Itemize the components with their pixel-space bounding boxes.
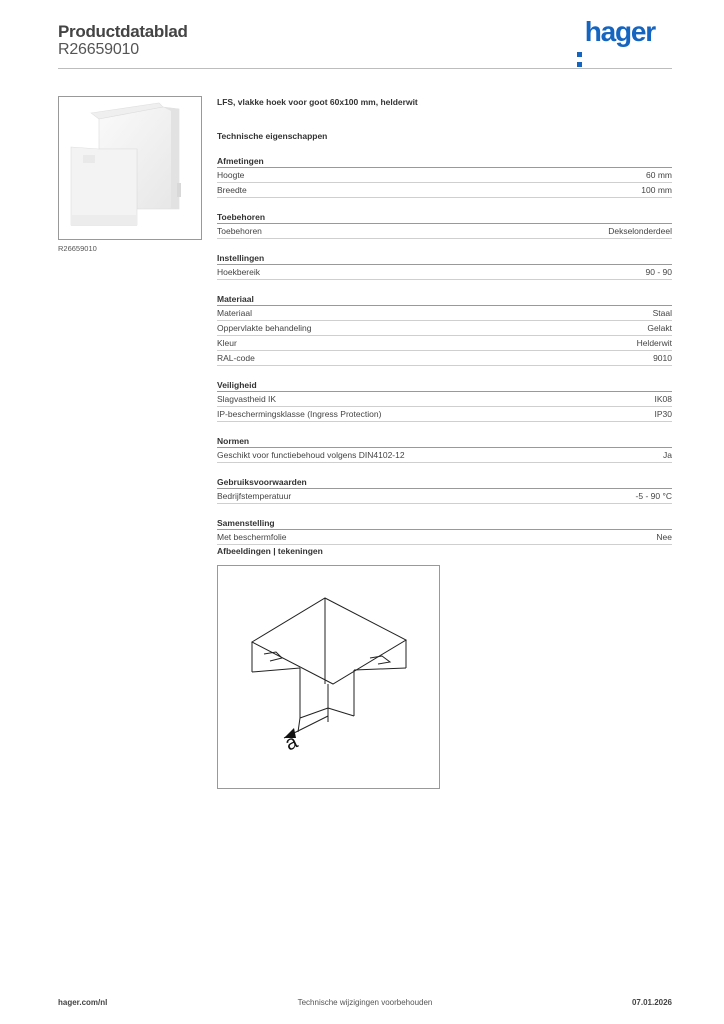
product-photo — [58, 96, 202, 240]
page-header — [58, 16, 672, 69]
logo-text: hager — [584, 16, 655, 47]
section-title: Materiaal — [217, 293, 672, 306]
spec-row — [217, 530, 672, 545]
spec-label: Toebehoren — [217, 226, 262, 236]
spec-row — [217, 351, 672, 366]
corner-drawing-icon — [218, 566, 439, 788]
spec-row — [217, 392, 672, 407]
spec-row — [217, 224, 672, 239]
product-reference: R26659010 — [58, 41, 139, 58]
spec-label: Met beschermfolie — [217, 532, 287, 542]
section-instellingen — [217, 252, 672, 280]
photo-caption: R26659010 — [58, 244, 97, 253]
spec-row — [217, 448, 672, 463]
product-name: LFS, vlakke hoek voor goot 60x100 mm, helderwit — [217, 97, 418, 107]
spec-value: Ja — [663, 450, 672, 460]
section-title: Normen — [217, 435, 672, 448]
section-title: Gebruiksvoorwaarden — [217, 476, 672, 489]
spec-label: Hoekbereik — [217, 267, 260, 277]
spec-value: IP30 — [654, 409, 672, 419]
spec-label: Materiaal — [217, 308, 252, 318]
footer-date: 07.01.2026 — [631, 998, 672, 1007]
spec-value: -5 - 90 °C — [635, 491, 672, 501]
spec-value: Nee — [656, 532, 672, 542]
spec-value: 100 mm — [641, 185, 672, 195]
spec-label: RAL-code — [217, 353, 255, 363]
spec-row — [217, 407, 672, 422]
section-title: Veiligheid — [217, 379, 672, 392]
spec-label: Geschikt voor functiebehoud volgens DIN4102-12 — [217, 450, 405, 460]
section-materiaal — [217, 293, 672, 366]
spec-value: 60 mm — [646, 170, 672, 180]
spec-label: Hoogte — [217, 170, 245, 180]
footer-notice: Technische wijzigingen voorbehouden — [297, 998, 433, 1007]
page-title: Productdatablad — [58, 22, 188, 41]
section-title: Samenstelling — [217, 517, 672, 530]
section-veiligheid — [217, 379, 672, 422]
spec-row — [217, 489, 672, 504]
section-title: Toebehoren — [217, 211, 672, 224]
spec-row — [217, 265, 672, 280]
section-toebehoren — [217, 211, 672, 239]
spec-value: Helderwit — [636, 338, 672, 348]
section-normen — [217, 435, 672, 463]
section-samenstelling — [217, 517, 672, 545]
technical-drawing — [217, 565, 440, 789]
spec-value: Staal — [652, 308, 672, 318]
spec-label: IP-beschermingsklasse (Ingress Protection) — [217, 409, 382, 419]
section-gebruiksvoorwaarden — [217, 476, 672, 504]
section-title: Afmetingen — [217, 155, 672, 168]
section-title: Instellingen — [217, 252, 672, 265]
drawings-title: Afbeeldingen | tekeningen — [217, 546, 323, 556]
spec-label: Bedrijfstemperatuur — [217, 491, 292, 501]
dimension-label: a — [281, 730, 302, 756]
hager-logo — [577, 16, 655, 48]
spec-row — [217, 168, 672, 183]
spec-value: 9010 — [653, 353, 672, 363]
spec-label: Oppervlakte behandeling — [217, 323, 312, 333]
spec-row — [217, 321, 672, 336]
tech-properties-title: Technische eigenschappen — [217, 131, 328, 141]
spec-label: Slagvastheid IK — [217, 394, 277, 404]
spec-row — [217, 306, 672, 321]
spec-value: 90 - 90 — [645, 267, 672, 277]
spec-value: IK08 — [654, 394, 672, 404]
spec-label: Kleur — [217, 338, 237, 348]
spec-label: Breedte — [217, 185, 247, 195]
corner-piece-photo-icon — [59, 97, 201, 239]
section-afmetingen — [217, 155, 672, 198]
spec-value: Dekselonderdeel — [608, 226, 672, 236]
spec-value: Gelakt — [647, 323, 672, 333]
footer-website-link[interactable]: hager.com/nl — [58, 998, 108, 1007]
product-specs — [217, 96, 672, 545]
spec-row — [217, 336, 672, 351]
spec-row — [217, 183, 672, 198]
